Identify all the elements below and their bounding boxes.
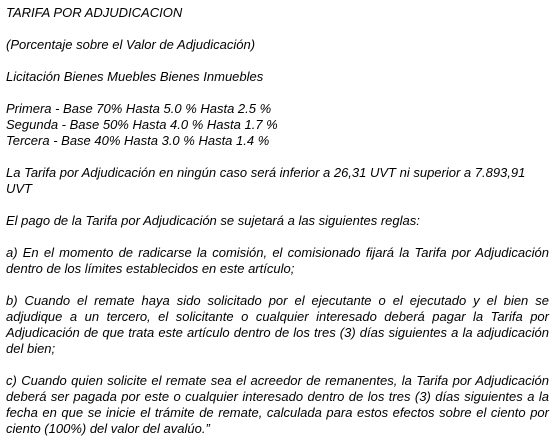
rule-a-paragraph: a) En el momento de radicarse la comisión, el comisionado fijará la Tarifa por Adjudicación dentro de los límites establecidos en este artículo;	[6, 245, 549, 276]
rule-b-paragraph: b) Cuando el remate haya sido solicitado por el ejecutante o el ejecutado y el bien se adjudique a un tercero, el solicitante o cualquier interesado deberá pagar la Tarifa por Adjudicación de que trata este artículo dentro de los tres (3) días siguientes a la adjudicación del bien;	[6, 293, 549, 356]
document-title: TARIFA POR ADJUDICACION	[6, 5, 183, 20]
tier-row-tercera: Tercera - Base 40% Hasta 3.0 % Hasta 1.4 %	[6, 133, 270, 148]
tier-row-segunda: Segunda - Base 50% Hasta 4.0 % Hasta 1.7 %	[6, 117, 278, 132]
rules-intro-paragraph: El pago de la Tarifa por Adjudicación se sujetará a las siguientes reglas:	[6, 213, 420, 228]
table-header-line: Licitación Bienes Muebles Bienes Inmuebles	[6, 69, 264, 84]
rule-c-paragraph: c) Cuando quien solicite el remate sea el acreedor de remanentes, la Tarifa por Adjudicación deberá ser pagada por este o cualquier interesado dentro de los tres (3) días siguientes a la fecha en que se inicie el trámite de remate, calculada para estos efectos sobre el ciento por ciento (100%) del valor del avalúo.”	[6, 373, 549, 436]
tariff-limit-paragraph: La Tarifa por Adjudicación en ningún caso será inferior a 26,31 UVT ni superior a 7.893,91 UVT	[6, 165, 526, 196]
tier-row-primera: Primera - Base 70% Hasta 5.0 % Hasta 2.5 %	[6, 101, 272, 116]
tier-list	[6, 101, 549, 149]
document-subtitle: (Porcentaje sobre el Valor de Adjudicación)	[6, 37, 256, 52]
